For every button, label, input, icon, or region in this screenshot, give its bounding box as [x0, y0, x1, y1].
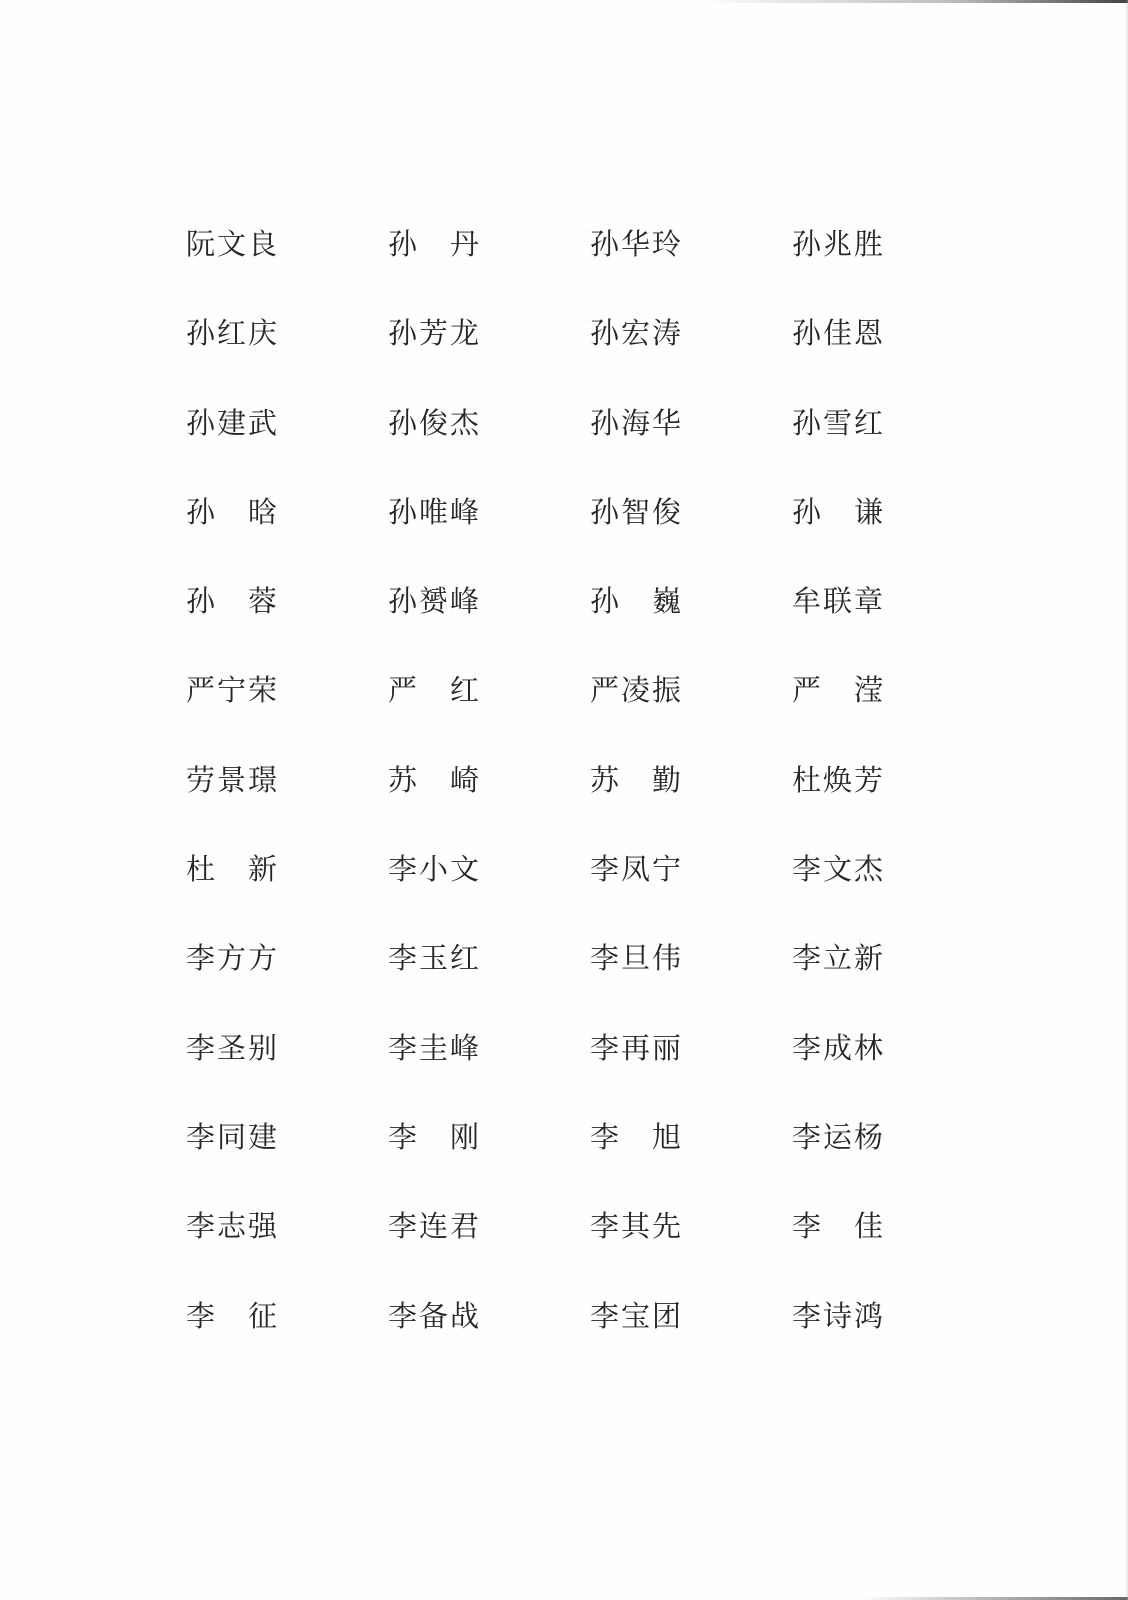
name-entry: 阮文良 [186, 227, 280, 261]
name-entry: 李 征 [186, 1298, 280, 1333]
name-entry: 李成林 [792, 1030, 886, 1065]
name-entry: 李宝团 [590, 1298, 684, 1333]
name-entry: 严凌振 [590, 673, 684, 708]
name-entry: 孙红庆 [186, 316, 280, 351]
name-entry: 孙雪红 [792, 405, 886, 440]
name-entry: 李玉红 [388, 941, 482, 976]
name-entry: 孙智俊 [590, 494, 684, 529]
name-entry: 孙华玲 [590, 227, 684, 261]
name-entry: 孙佳恩 [792, 316, 886, 351]
name-entry: 孙建武 [186, 405, 280, 440]
name-entry: 杜 新 [186, 852, 280, 887]
name-entry: 李 佳 [792, 1209, 886, 1244]
name-entry: 李方方 [186, 941, 280, 976]
name-entry: 李文杰 [792, 852, 886, 887]
name-entry: 严 滢 [792, 673, 886, 708]
name-entry: 牟联章 [792, 584, 886, 619]
name-entry: 李其先 [590, 1209, 684, 1244]
name-entry: 孙 蓉 [186, 584, 280, 619]
name-entry: 李立新 [792, 941, 886, 976]
name-entry: 孙海华 [590, 405, 684, 440]
name-entry: 严 红 [388, 673, 482, 708]
name-entry: 严宁荣 [186, 673, 280, 708]
name-entry: 孙 谦 [792, 494, 886, 529]
name-entry: 李再丽 [590, 1030, 684, 1065]
name-list-grid [186, 222, 906, 1383]
name-entry: 孙 巍 [590, 584, 684, 619]
name-entry: 孙 晗 [186, 494, 280, 529]
name-entry: 李小文 [388, 852, 482, 887]
name-entry: 李 刚 [388, 1119, 482, 1154]
name-entry: 孙宏涛 [590, 316, 684, 351]
name-entry: 李备战 [388, 1298, 482, 1333]
name-entry: 孙俊杰 [388, 405, 482, 440]
name-entry: 李旦伟 [590, 941, 684, 976]
name-entry: 孙芳龙 [388, 316, 482, 351]
name-entry: 苏 崎 [388, 762, 482, 797]
scan-edge-top [700, 0, 1128, 3]
name-entry: 劳景璟 [186, 762, 280, 797]
name-entry: 李连君 [388, 1209, 482, 1244]
name-entry: 李圣别 [186, 1030, 280, 1065]
name-entry: 孙唯峰 [388, 494, 482, 529]
name-entry: 李圭峰 [388, 1030, 482, 1065]
name-entry: 杜焕芳 [792, 762, 886, 797]
name-entry: 李同建 [186, 1119, 280, 1154]
name-entry: 李志强 [186, 1209, 280, 1244]
name-entry: 李凤宁 [590, 852, 684, 887]
name-entry: 李诗鸿 [792, 1298, 886, 1333]
name-entry: 李运杨 [792, 1119, 886, 1154]
name-entry: 孙赟峰 [388, 584, 482, 619]
name-entry: 孙兆胜 [792, 227, 886, 261]
name-entry: 苏 勤 [590, 762, 684, 797]
name-entry: 孙 丹 [388, 227, 482, 261]
name-entry: 李 旭 [590, 1119, 684, 1154]
